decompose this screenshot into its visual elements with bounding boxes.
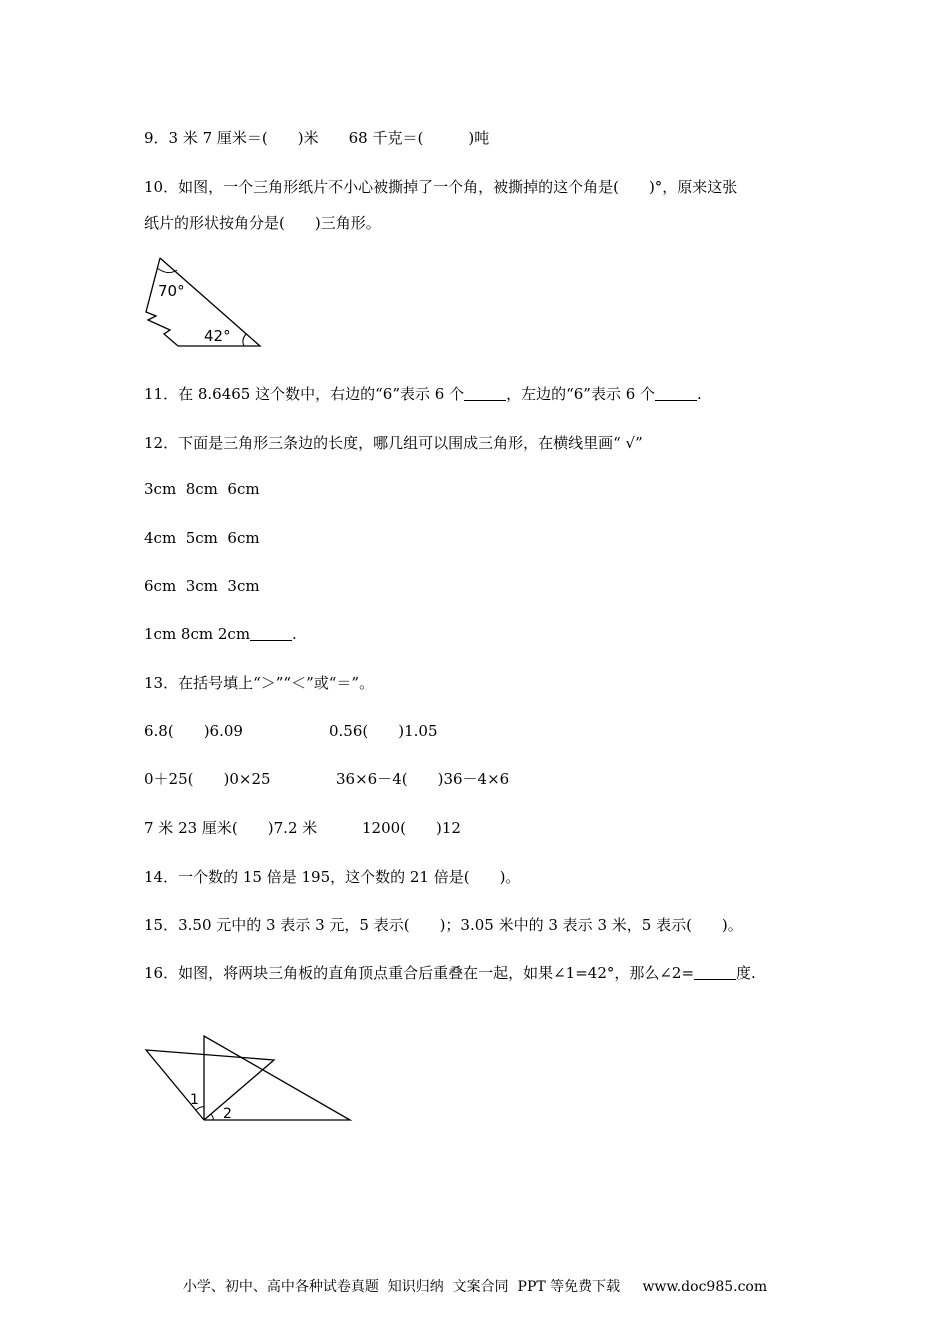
angle-70-label: 70°: [158, 282, 185, 300]
page-footer: 小学、初中、高中各种试卷真题 知识归纳 文案合同 PPT 等免费下载 www.doc985.com: [182, 1279, 768, 1295]
question-16: 16．如图，将两块三角板的直角顶点重合后重叠在一起，如果∠1=42°，那么∠2= 度.: [144, 964, 756, 982]
compare-36x6: 36×6－4( )36－4×6: [336, 770, 510, 788]
side-lengths-row-4: 1cm 8cm 2cm .: [144, 625, 297, 643]
answer-blank[interactable]: [694, 965, 736, 980]
side-lengths-row-1: 3cm 8cm 6cm: [144, 480, 260, 498]
answer-blank[interactable]: [655, 386, 697, 401]
compare-0-plus-25: 0＋25( )0×25: [144, 770, 271, 788]
angle-2-label: 2: [223, 1106, 232, 1122]
question-11: 11．在 8.6465 这个数中，右边的“6”表示 6 个 ，左边的“6”表示 6 个 .: [144, 385, 702, 403]
torn-triangle-figure: [140, 254, 266, 350]
set-squares-figure: [140, 1030, 356, 1126]
compare-7m23cm: 7 米 23 厘米( )7.2 米: [144, 819, 318, 837]
angle-1-label: 1: [190, 1092, 199, 1108]
answer-blank[interactable]: [250, 626, 292, 641]
angle-42-label: 42°: [204, 327, 231, 345]
question-9: 9．3 米 7 厘米＝( )米 68 千克＝( )吨: [144, 129, 490, 147]
compare-1200: 1200( )12: [362, 819, 461, 837]
question-14: 14．一个数的 15 倍是 195，这个数的 21 倍是( )。: [144, 868, 521, 886]
question-15: 15．3.50 元中的 3 表示 3 元，5 表示( )；3.05 米中的 3 表示 3 米，5 表示( )。: [144, 916, 743, 934]
side-lengths-row-2: 4cm 5cm 6cm: [144, 529, 260, 547]
question-13-stem: 13．在括号填上“＞”“＜”或“＝”。: [144, 674, 375, 692]
question-12-stem: 12．下面是三角形三条边的长度，哪几组可以围成三角形，在横线里画“ √”: [144, 434, 643, 452]
compare-0.56: 0.56( )1.05: [329, 722, 438, 740]
answer-blank[interactable]: [464, 386, 506, 401]
side-lengths-row-3: 6cm 3cm 3cm: [144, 577, 260, 595]
question-10-line-2: 纸片的形状按角分是( )三角形。: [144, 214, 381, 232]
compare-6.8: 6.8( )6.09: [144, 722, 243, 740]
question-10-line-1: 10．如图，一个三角形纸片不小心被撕掉了一个角，被撕掉的这个角是( )°，原来这张: [144, 178, 738, 196]
